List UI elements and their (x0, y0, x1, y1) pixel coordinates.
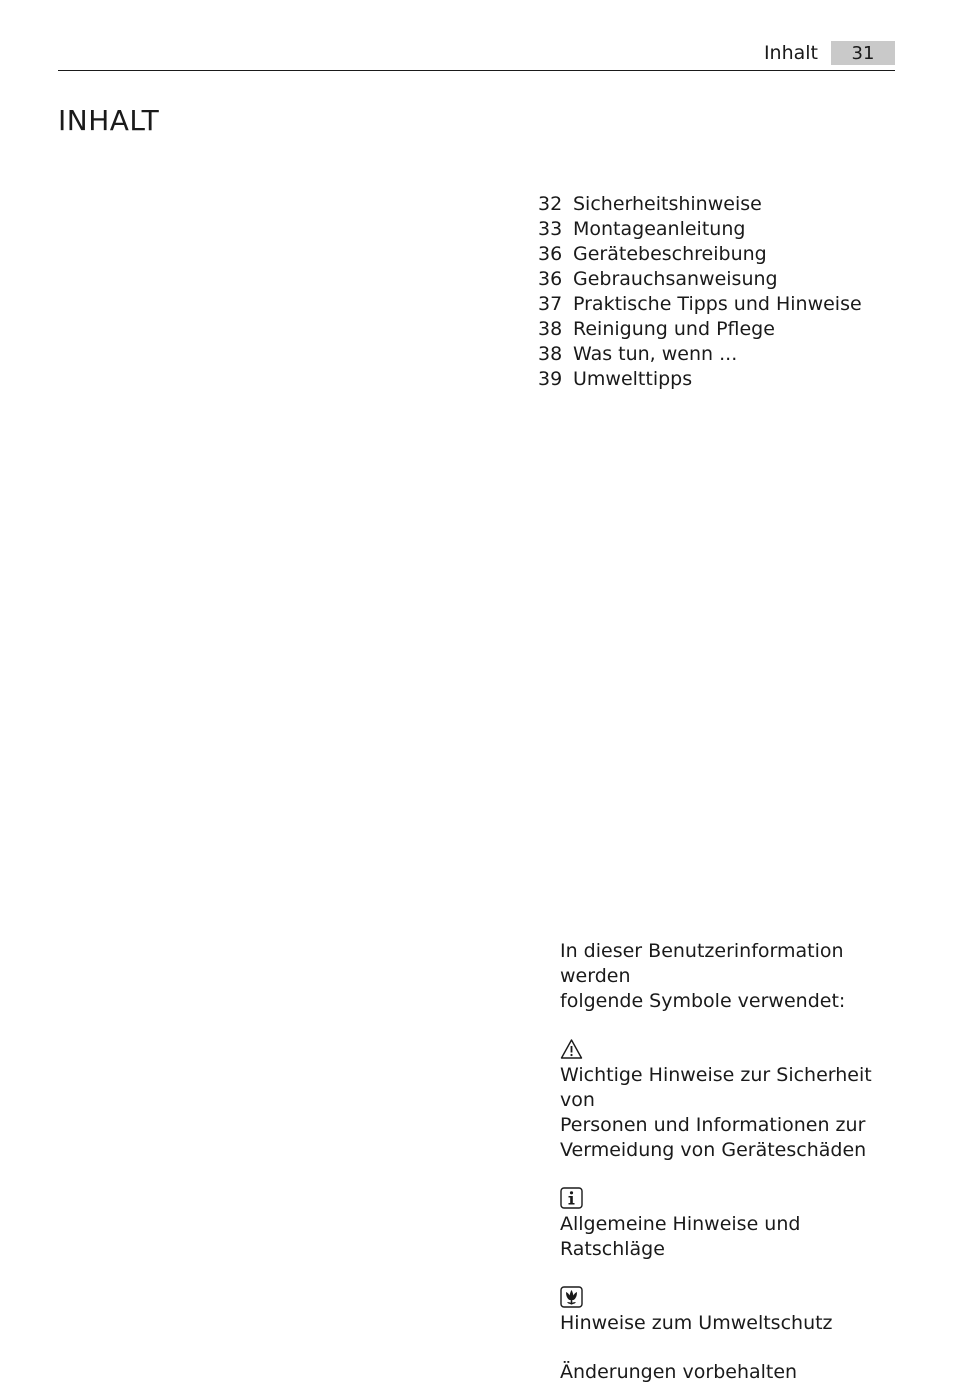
page-title: INHALT (58, 104, 160, 137)
toc-entry[interactable] (538, 292, 862, 317)
info-icon (560, 1187, 583, 1209)
toc-label: Praktische Tipps und Hinweise (573, 293, 862, 315)
legend-intro (560, 939, 900, 1014)
toc-entry[interactable] (538, 242, 862, 267)
page-number: 31 (831, 41, 895, 65)
legend-item-text: Wichtige Hinweise zur Sicherheit von (560, 1064, 872, 1111)
legend-item-text: Personen und Informationen zur (560, 1114, 866, 1136)
toc-label: Sicherheitshinweise (573, 193, 762, 215)
legend-item-safety (560, 1038, 900, 1163)
header-section-name: Inhalt (763, 42, 818, 64)
toc-entry[interactable] (538, 192, 862, 217)
toc-label: Gebrauchsanweisung (573, 268, 778, 290)
toc-page-number: 32 (538, 193, 563, 215)
toc-label: Umwelttipps (573, 368, 693, 390)
toc-entry[interactable] (538, 267, 862, 292)
toc-page-number: 33 (538, 218, 563, 240)
toc-label: Montageanleitung (573, 218, 746, 240)
legend-item-info (560, 1187, 900, 1262)
toc-entry[interactable] (538, 367, 862, 392)
table-of-contents (538, 192, 862, 392)
toc-label: Was tun, wenn ... (573, 343, 738, 365)
change-notice: Änderungen vorbehalten (560, 1361, 798, 1383)
legend-intro-line: In dieser Benutzerinformation werden (560, 940, 844, 987)
legend-item-text: Hinweise zum Umweltschutz (560, 1312, 833, 1334)
toc-entry[interactable] (538, 217, 862, 242)
toc-entry[interactable] (538, 317, 862, 342)
toc-page-number: 38 (538, 343, 563, 365)
toc-page-number: 37 (538, 293, 563, 315)
page-header (764, 41, 895, 65)
toc-label: Reinigung und Pflege (573, 318, 775, 340)
toc-page-number: 38 (538, 318, 563, 340)
legend-item-text: Vermeidung von Geräteschäden (560, 1139, 867, 1161)
header-divider (58, 70, 895, 71)
environment-flower-icon (560, 1286, 583, 1308)
toc-page-number: 36 (538, 268, 563, 290)
toc-entry[interactable] (538, 342, 862, 367)
toc-page-number: 39 (538, 368, 563, 390)
legend-item-text: Allgemeine Hinweise und Ratschläge (560, 1213, 801, 1260)
legend-item-environment (560, 1286, 900, 1336)
toc-page-number: 36 (538, 243, 563, 265)
warning-triangle-icon (560, 1038, 583, 1060)
symbol-legend (560, 939, 900, 1385)
legend-intro-line: folgende Symbole verwendet: (560, 990, 846, 1012)
toc-label: Gerätebeschreibung (573, 243, 767, 265)
